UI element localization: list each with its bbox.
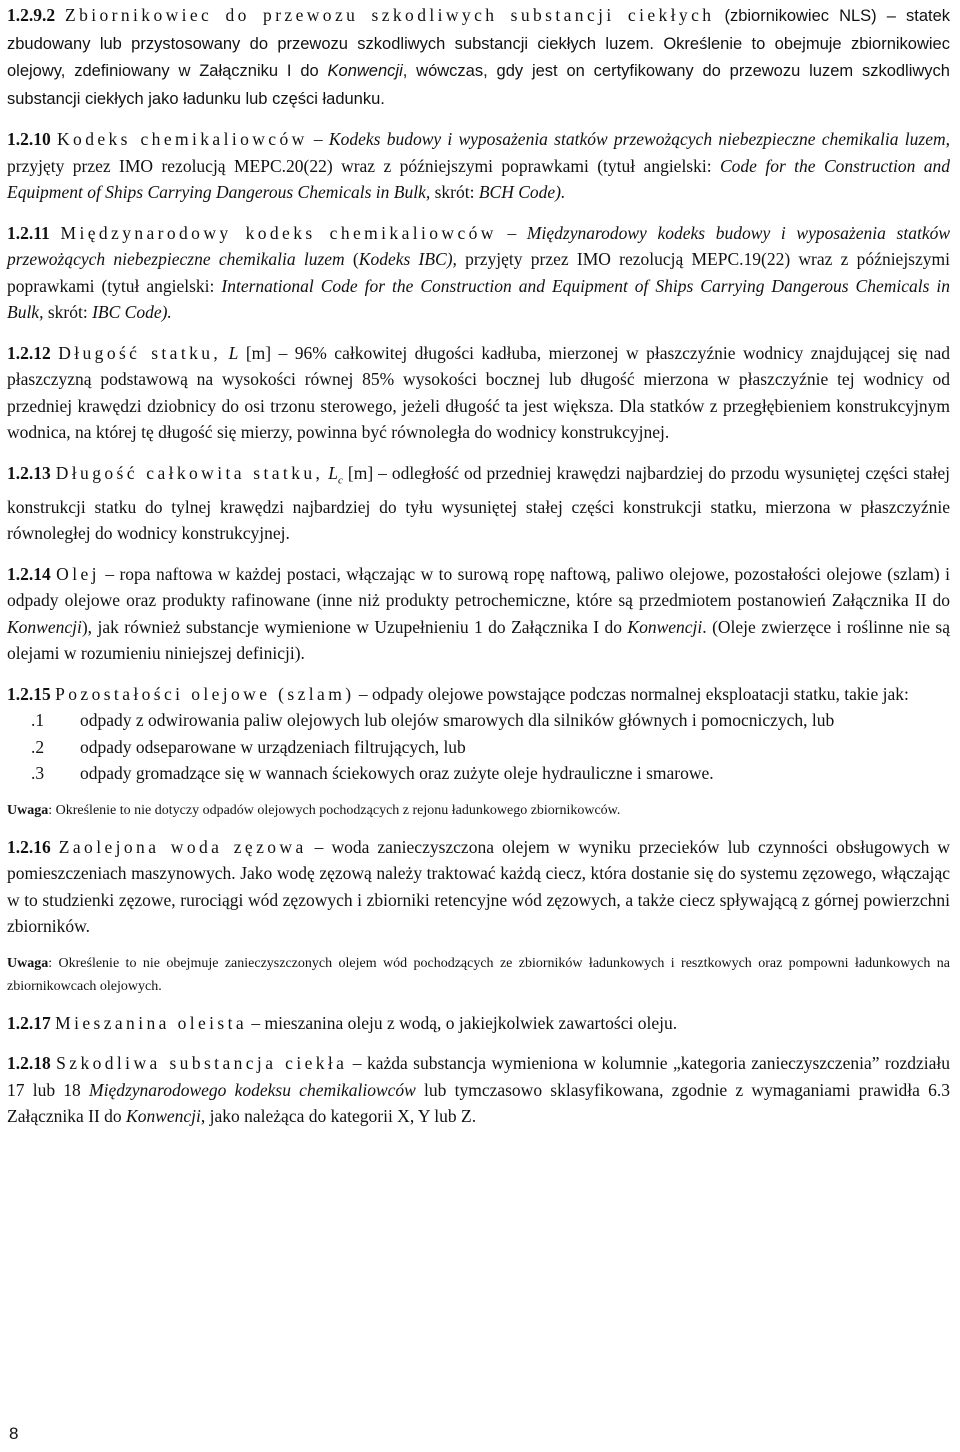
definition-abbreviation: IBC Code). <box>92 302 172 322</box>
definition-code-title: Międzynarodowego kodeksu chemikaliowców <box>89 1079 416 1100</box>
list-item <box>7 734 950 761</box>
definition-text: – <box>496 222 527 243</box>
definition-term: Długość całkowita statku, <box>55 462 324 483</box>
definition-1-2-15 <box>7 681 950 708</box>
definition-symbol: L <box>228 342 239 363</box>
note-label: Uwaga <box>7 955 49 971</box>
definition-number: 1.2.18 <box>7 1053 51 1073</box>
definition-list <box>7 707 950 787</box>
definition-number: 1.2.9.2 <box>7 5 56 25</box>
definition-1-2-9-2 <box>7 2 950 112</box>
definition-english-title: Code for the Construction and Equipment of Ships Carrying Dangerous Chemicals in Bulk, <box>7 155 951 202</box>
definition-reference: Konwencji <box>327 62 403 80</box>
note <box>7 952 950 998</box>
definition-text: [m] – 96% całkowitej długości kadłuba, mierzonej w płaszczyźnie wodnicy znajdującej się nad płaszczyzną podstawową na wysokości równej 85% wysokości bocznej lub długość mierzona w płaszczyźnie tej wodnicy od przedniej krawędzi dziobnicy do osi trzonu sterowego, jeżeli długość ta jest większa. Dla statków z przegłębieniem konstrukcyjnym wodnica, na której tę długość się mierzy, powinna być równoległa do wodnicy konstrukcyjnej. <box>7 342 951 442</box>
definition-text: [m] – odległość od przedniej krawędzi najbardziej do przodu wysuniętej części stałej konstrukcji statku do tylnej krawędzi najbardziej do tyłu wysuniętej stałej części konstrukcji statku, mierzona w płaszczyźnie równoległej do wodnicy konstrukcyjnej. <box>7 462 951 543</box>
note-text: : Określenie to nie obejmuje zanieczyszczonych olejem wód pochodzących ze zbiorników ładunkowych i resztkowych oraz pompowni ładunkowych na zbiornikowcach olejowych. <box>7 955 950 994</box>
definition-number: 1.2.15 <box>7 683 51 704</box>
definition-term: Kodeks chemikaliowców <box>57 129 308 149</box>
note <box>7 799 950 822</box>
definition-1-2-13 <box>7 460 950 547</box>
definition-term: Zaolejona woda zęzowa <box>58 836 307 857</box>
definition-text: lub tymczasowo sklasyfikowana, zgodnie z wymaganiami prawidła 6.3 Załącznika II do <box>7 1079 950 1126</box>
definition-text: – woda zanieczyszczona olejem w wyniku przecieków lub czynności obsługowych w pomieszczeniach maszynowych. Jako wodę zęzową należy traktować każdą ciecz, która dostanie się do systemu zęzowego, włączając w to studzienki zęzowe, rurociągi wód zęzowych i zbiorniki retencyjne wód zęzowych, a także ciecz spływającą z górnej powierzchni zbiorników. <box>7 836 950 936</box>
definition-number: 1.2.16 <box>7 836 51 857</box>
definition-text: – <box>307 129 329 149</box>
definition-text: – odpady olejowe powstające podczas normalnej eksploatacji statku, takie jak: <box>354 683 909 704</box>
definition-text: – ropa naftowa w każdej postaci, włączając w to surową ropę naftową, paliwo olejowe, pozostałości olejowe (szlam) i odpady olejowe oraz produkty rafinowane (inne niż produkty petrochemiczne, które są przedmiotem postanowień Załącznika II do <box>7 563 950 610</box>
list-item-label: .2 <box>31 736 45 757</box>
definition-text <box>221 343 228 363</box>
list-item-text: odpady z odwirowania paliw olejowych lub olejów smarowych dla silników głównych i pomocniczych, lub <box>80 710 835 730</box>
definition-term: Szkodliwa substancja ciekła <box>56 1053 348 1073</box>
definition-1-2-12 <box>7 340 950 446</box>
definition-text: , przyjęty przez IMO rezolucją MEPC.20(22) wraz z późniejszymi poprawkami (tytuł angielski: <box>7 129 950 176</box>
definition-number: 1.2.17 <box>7 1012 51 1033</box>
definition-term: Długość statku, <box>58 342 222 363</box>
definition-symbol: L <box>328 462 339 483</box>
list-item-text: odpady odseparowane w urządzeniach filtrujących, lub <box>80 736 466 757</box>
definition-number: 1.2.11 <box>7 222 50 243</box>
definition-term: Olej <box>56 563 100 584</box>
definition-1-2-10 <box>7 126 950 206</box>
definition-text: ), jak również substancje wymienione w Uzupełnieniu 1 do Załącznika I do <box>81 616 628 637</box>
definition-reference: Konwencji <box>126 1106 201 1126</box>
definition-1-2-16 <box>7 834 950 940</box>
definition-code-title: Międzynarodowy kodeks budowy i wyposażenia statków przewożących niebezpieczne chemikalia luzem <box>7 222 951 269</box>
definition-text: przyjęty przez IMO rezolucją MEPC.19(22) wraz z późniejszymi poprawkami (tytuł angielski: <box>7 249 950 296</box>
definition-1-2-17 <box>7 1010 950 1037</box>
definition-text: skrót: <box>430 182 479 202</box>
list-item <box>7 707 950 734</box>
definition-1-2-11 <box>7 220 950 326</box>
list-item-text: odpady gromadzące się w wannach ściekowych oraz zużyte oleje hydrauliczne i smarowe. <box>80 763 714 783</box>
note-text: : Określenie to nie dotyczy odpadów olejowych pochodzących z rejonu ładunkowego zbiornikowców. <box>48 802 621 818</box>
definition-term: Mieszanina oleista <box>55 1012 248 1033</box>
list-item-label: .1 <box>31 710 45 730</box>
definition-1-2-18 <box>7 1050 950 1130</box>
definition-text: , wówczas, gdy jest on certyfikowany do przewozu luzem szkodliwych substancji ciekłych jako ładunku lub części ładunku. <box>7 62 950 108</box>
definition-text: – każda substancja wymieniona w kolumnie „kategoria zanieczyszczenia” rozdziału 17 lub 18 <box>7 1053 950 1100</box>
note-label: Uwaga <box>7 802 49 818</box>
definition-abbreviation: BCH Code). <box>478 182 566 202</box>
page-number: 8 <box>9 1424 19 1443</box>
list-item <box>7 760 950 787</box>
definition-text: ( <box>344 249 359 269</box>
definition-english-title: International Code for the Construction and Equipment of Ships Carrying Dangerous Chemicals in Bulk, <box>7 275 950 322</box>
definition-code-title: Kodeks budowy i wyposażenia statków przewożących niebezpieczne chemikalia luzem <box>328 129 946 149</box>
definition-term: Międzynarodowy kodeks chemikaliowców <box>60 222 497 243</box>
definition-text: – mieszanina oleju z wodą, o jakiejkolwiek zawartości oleju. <box>247 1012 678 1033</box>
definition-text: (zbiornikowiec NLS) – statek zbudowany lub przystosowany do przewozu szkodliwych substancji ciekłych luzem. Określenie to obejmuje zbiornikowiec olejowy, zdefiniowany w Załączniku I do <box>7 7 951 80</box>
definition-reference: Konwencji <box>7 616 82 637</box>
list-item-label: .3 <box>31 763 45 783</box>
definition-number: 1.2.10 <box>7 129 51 149</box>
definition-1-2-14 <box>7 561 950 667</box>
definition-term: Zbiornikowiec do przewozu szkodliwych substancji ciekłych <box>65 5 715 25</box>
definition-text: , jako należąca do kategorii X, Y lub Z. <box>200 1106 477 1126</box>
definition-code-name: Kodeks IBC), <box>358 249 457 269</box>
definition-number: 1.2.14 <box>7 563 51 584</box>
definition-text: . (Oleje zwierzęce i roślinne nie są olejami w rozumieniu niniejszej definicji). <box>7 616 950 663</box>
definition-text: skrót: <box>43 302 93 322</box>
definition-term: Pozostałości olejowe (szlam) <box>55 683 355 704</box>
definition-number: 1.2.13 <box>7 462 51 483</box>
definition-reference: Konwencji <box>627 616 703 637</box>
definition-number: 1.2.12 <box>7 342 51 363</box>
definition-symbol-subscript: c <box>338 474 343 486</box>
